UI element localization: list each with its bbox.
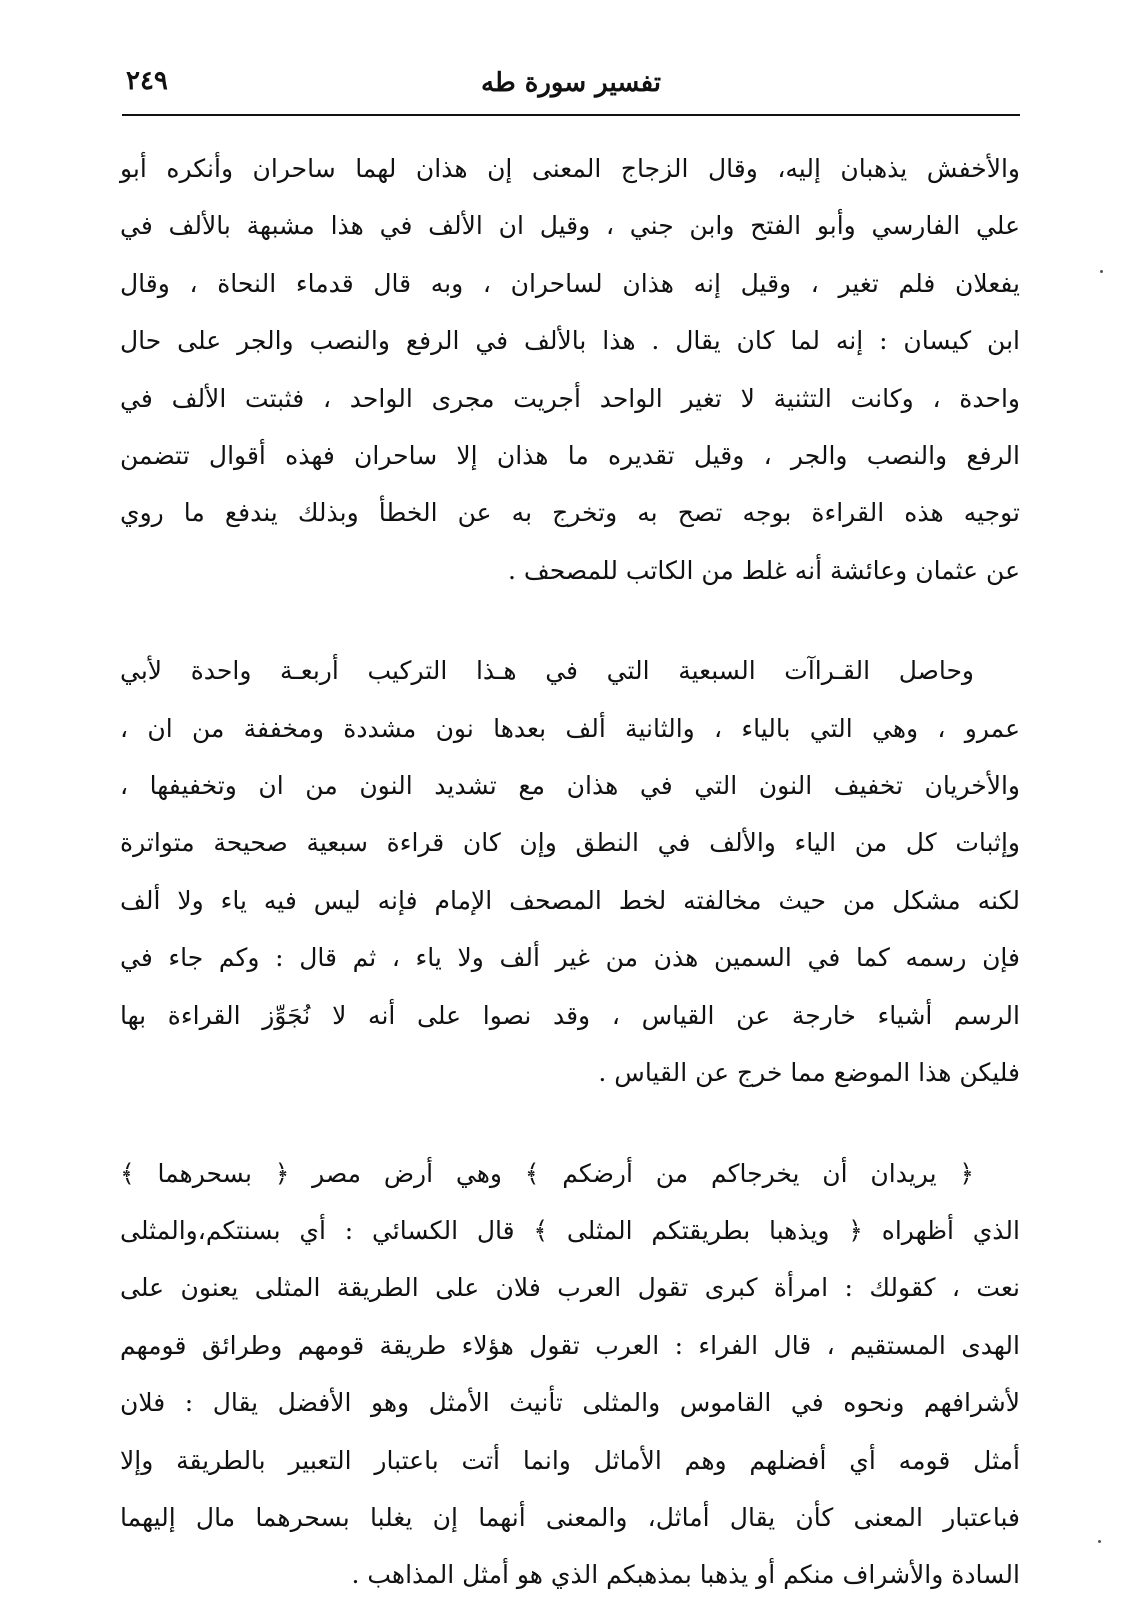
paragraph-gap: [120, 1102, 1020, 1145]
scan-speck: [1100, 270, 1103, 273]
text-line: لكنه مشكل من حيث مخالفته لخط المصحف الإمام فإنه ليس فيه ياء ولا ألف: [120, 885, 1020, 915]
text-line: وحاصل القـراآت السبعية التي في هـذا التركيب أربعـة واحدة لأبي: [120, 656, 974, 686]
paragraph-gap: [120, 599, 1020, 642]
text-line: يفعلان فلم تغير ، وقيل إنه هذان لساحران ، وبه قال قدماء النحاة ، وقال: [120, 268, 1020, 298]
text-line: الرسم أشياء خارجة عن القياس ، وقد نصوا على أنه لا نُجَوِّز القراءة بها: [120, 1000, 1020, 1030]
text-line: الرفع والنصب والجر ، وقيل تقديره ما هذان إلا ساحران فهذه أقوال تتضمن: [120, 441, 1020, 471]
text-line: فليكن هذا الموضع مما خرج عن القياس .: [598, 1058, 1020, 1088]
text-line: واحدة ، وكانت التثنية لا تغير الواحد أجريت مجرى الواحد ، فثبتت الألف في: [120, 383, 1020, 413]
page-title: تفسير سورة طه: [481, 68, 661, 98]
text-line: وإثبات كل من الياء والألف في النطق وإن كان قراءة سبعية صحيحة متواترة: [120, 828, 1020, 858]
text-line: والأخريان تخفيف النون التي في هذان مع تشديد النون من ان وتخفيفها ،: [120, 771, 1020, 801]
text-line: أمثل قومه أي أفضلهم وهم الأماثل وانما أتت باعتبار التعبير بالطريقة وإلا: [120, 1445, 1020, 1475]
text-line: فإن رسمه كما في السمين هذن من غير ألف ولا ياء ، ثم قال : وكم جاء في: [120, 943, 1020, 973]
text-line: ﴿ يريدان أن يخرجاكم من أرضكم ﴾ وهي أرض مصر ﴿ بسحرهما ﴾: [120, 1158, 974, 1188]
paragraph-2: [120, 642, 1020, 1101]
page-number: ٢٤٩: [126, 66, 168, 96]
scan-speck: [1098, 1540, 1101, 1543]
text-line: والأخفش يذهبان إليه، وقال الزجاج المعنى إن هذان لهما ساحران وأنكره أبو: [120, 154, 1020, 183]
text-line: الهدى المستقيم ، قال الفراء : العرب تقول هؤلاء طريقة قومهم وطرائق قومهم: [120, 1330, 1020, 1360]
body-text: [120, 140, 1020, 1604]
paragraph-3: [120, 1145, 1020, 1604]
text-line: لأشرافهم ونحوه في القاموس والمثلى تأنيث الأمثل وهو الأفضل يقال : فلان: [120, 1388, 1020, 1418]
text-line: عمرو ، وهي التي بالياء ، والثانية ألف بعدها نون مشددة ومخففة من ان ،: [120, 713, 1020, 743]
text-line: علي الفارسي وأبو الفتح وابن جني ، وقيل ان الألف في هذا مشبهة بالألف في: [120, 211, 1020, 241]
text-line: الذي أظهراه ﴿ ويذهبا بطريقتكم المثلى ﴾ قال الكسائي : أي بسنتكم،والمثلى: [120, 1215, 1020, 1245]
text-line: توجيه هذه القراءة بوجه تصح به وتخرج به عن الخطأ وبذلك يندفع ما روي: [120, 498, 1020, 528]
text-line: فباعتبار المعنى كأن يقال أماثل، والمعنى أنهما إن يغلبا بسحرهما مال إليهما: [120, 1502, 1020, 1532]
text-line: السادة والأشراف منكم أو يذهبا بمذهبكم الذي هو أمثل المذاهب .: [351, 1560, 1020, 1590]
text-line: ابن كيسان : إنه لما كان يقال . هذا بالألف في الرفع والنصب والجر على حال: [120, 326, 1020, 356]
page-header: [122, 58, 1020, 116]
paragraph-1: [120, 140, 1020, 599]
text-line: عن عثمان وعائشة أنه غلط من الكاتب للمصحف .: [508, 555, 1020, 585]
text-line: نعت ، كقولك : امرأة كبرى تقول العرب فلان على الطريقة المثلى يعنون على: [120, 1273, 1020, 1303]
